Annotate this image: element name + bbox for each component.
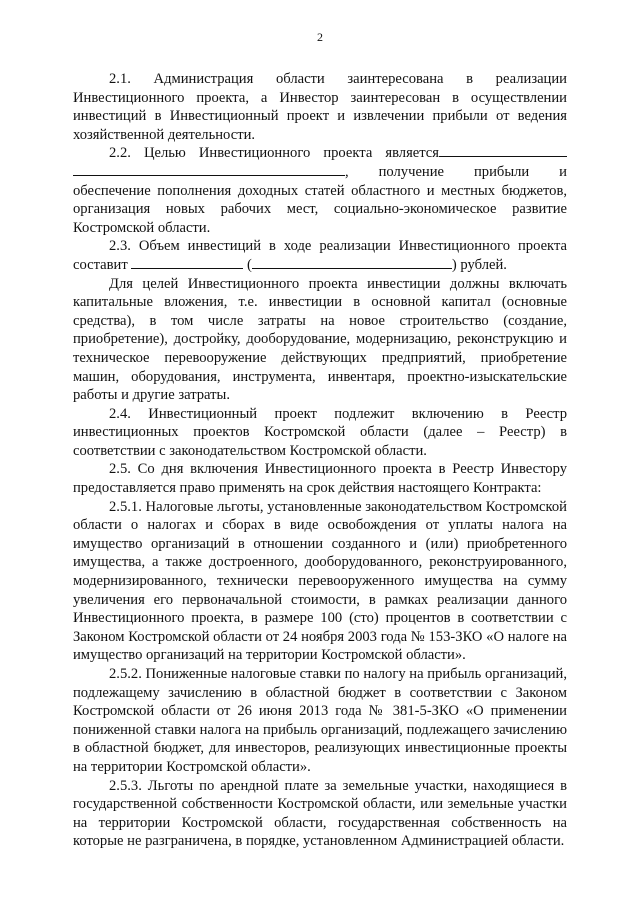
amount-blank-line bbox=[131, 256, 243, 269]
paragraph-2-3-open-paren: ( bbox=[247, 256, 252, 273]
document-body bbox=[73, 70, 567, 851]
paragraph-2-5: 2.5. Со дня включения Инвестиционного проекта в Реестр Инвестору предоставляется право применять на срок действия настоящего Контракта: bbox=[73, 461, 567, 497]
page-number: 2 bbox=[317, 30, 323, 44]
paragraph-2-2-rest: обеспечение пополнения доходных статей областного и местных бюджетов, организация новых рабочих мест, социально-экономическое развитие Костромской области. bbox=[73, 182, 567, 236]
goal-blank-line bbox=[439, 144, 567, 157]
paragraph-2-1: 2.1. Администрация области заинтересована в реализации Инвестиционного проекта, а Инвестор заинтересован в осуществлении инвестиций в Инвестиционный проект и извлечении прибыли от ведения хозяйственной деятельности. bbox=[73, 71, 567, 143]
paragraph-2-2-middle: , получение прибыли и bbox=[345, 163, 567, 180]
paragraph-2-3 bbox=[73, 237, 567, 274]
paragraph-2-2 bbox=[73, 144, 567, 237]
paragraph-2-3-close: ) рублей. bbox=[451, 256, 507, 273]
goal-blank-line-2 bbox=[73, 163, 345, 176]
paragraph-2-4: 2.4. Инвестиционный проект подлежит включению в Реестр инвестиционных проектов Костромской области (далее – Реестр) в соответствии с законодательством Костромской области. bbox=[73, 405, 567, 459]
paragraph-2-2-start: 2.2. Целью Инвестиционного проекта является bbox=[109, 145, 439, 162]
paragraph-2-5-3: 2.5.3. Льготы по арендной плате за земельные участки, находящиеся в государственной собственности Костромской области, или земельные участки на территории Костромской области, государственная собственность на которые не разграничена, в порядке, установленном Администрацией области. bbox=[73, 777, 567, 850]
paragraph-2-3-word: составит bbox=[73, 256, 128, 273]
paragraph-2-5-1: 2.5.1. Налоговые льготы, установленные законодательством Костромской области о налогах и сборах в виде освобождения от уплаты налога на имущество организаций в отношении созданного и (или) приобретенного имущества, а также достроенного, дооборудованного, реконструированного, модернизированного, технически перевооруженного имущества на сумму увеличения его первоначальной стоимости, в рамках реализации данного Инвестиционного проекта, в размере 100 (сто) процентов в соответствии с Законом Костромской области от 24 ноября 2003 года № 153-ЗКО «О налоге на имущество организаций на территории Костромской области». bbox=[73, 498, 567, 664]
paragraph-investment-goals: Для целей Инвестиционного проекта инвестиции должны включать капитальные вложения, т.е. инвестиции в основной капитал (основные средства), в том числе затраты на новое строительство (создание, приобретение), достройку, дооборудование, модернизацию, реконструкцию и техническое перевооружение действующих предприятий, приобретение машин, оборудования, инструмента, инвентаря, проектно-изыскательские работы и другие затраты. bbox=[73, 275, 567, 404]
paragraph-2-5-2: 2.5.2. Пониженные налоговые ставки по налогу на прибыль организаций, подлежащему зачислению в областной бюджет в соответствии с Законом Костромской области от 26 июня 2013 года № 381-5-ЗКО «О применении пониженной ставки налога на прибыль организаций, подлежащего зачислению в областной бюджет, для инвесторов, реализующих инвестиционные проекты на территории Костромской области». bbox=[73, 666, 567, 775]
paragraph-2-3-line1: 2.3. Объем инвестиций в ходе реализации Инвестиционного проекта bbox=[109, 238, 567, 255]
amount-words-blank-line bbox=[252, 256, 452, 269]
